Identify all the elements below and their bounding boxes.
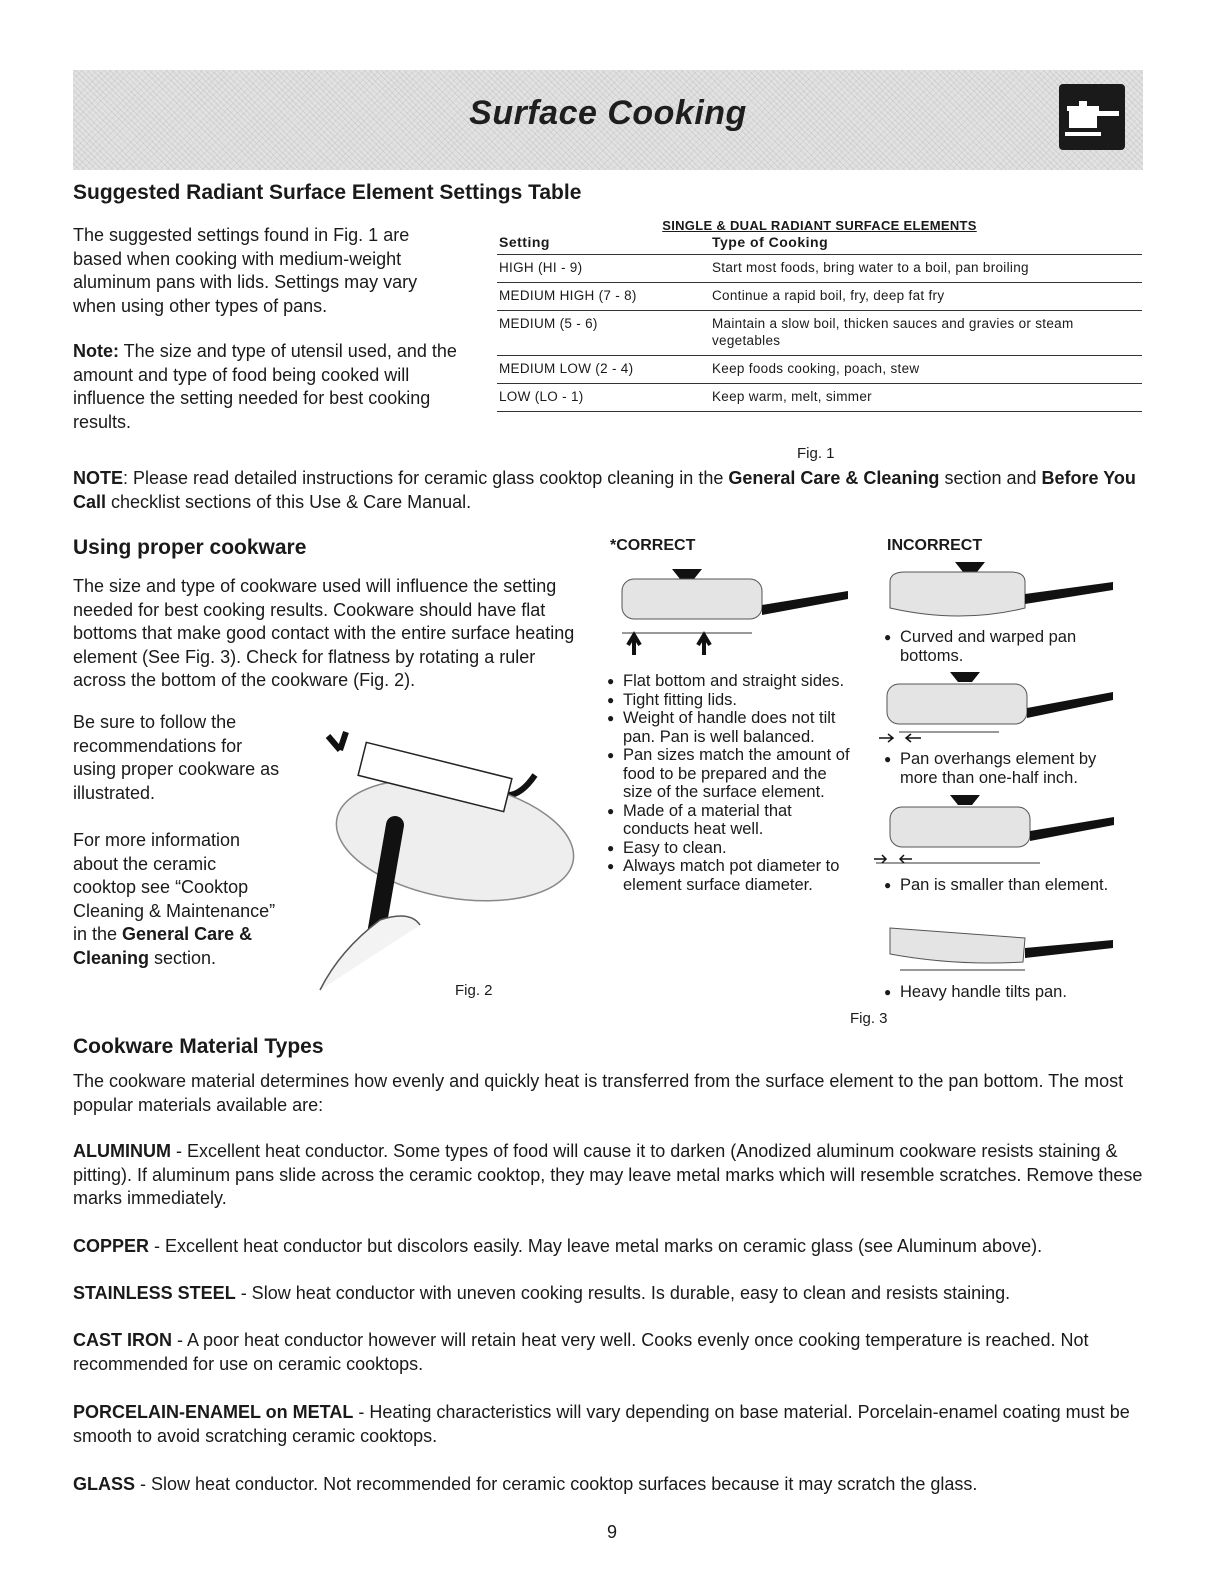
list-item: ● Flat bottom and straight sides. [607,672,852,691]
table-row [497,283,1142,311]
material-text: - A poor heat conductor however will retain heat very well. Cooks evenly once cooking temperature is reached. Not recommended for use on ceramic cooktops. [73,1330,1089,1374]
cookware-heading: Using proper cookware [73,536,307,559]
warped-pan-illustration [885,560,1120,625]
material-cast-iron [73,1329,1148,1376]
list-item: ● Heavy handle tilts pan. [884,983,1119,1002]
p3-b: General Care & Cleaning [73,924,253,968]
fig3-label: Fig. 3 [850,1010,888,1027]
table-row [497,384,1142,412]
small-pan-illustration [870,793,1120,871]
gap-arrows-icon [874,855,912,863]
header-banner [73,70,1143,170]
fig1-label: Fig. 1 [797,445,835,462]
settings-note [73,340,473,434]
incorrect-list-4 [884,983,1119,1002]
arrow-up-icon [698,635,710,655]
material-text: - Heating characteristics will vary depending on base material. Porcelain-enamel coating must be smooth to avoid scratching ceramic cooktops. [73,1402,1130,1446]
col-setting-header: Setting [499,234,550,250]
materials-intro: The cookware material determines how evenly and quickly heat is transferred from the surface element to the pan bottom. The most popular materials available are: [73,1071,1124,1115]
materials-heading: Cookware Material Types [73,1035,324,1058]
row-setting: LOW (LO - 1) [499,389,584,404]
correct-pan-illustration [612,565,862,660]
material-name: CAST IRON [73,1330,172,1350]
material-stainless [73,1282,1148,1306]
overhang-pan-illustration [875,670,1120,748]
note2-label: NOTE [73,468,124,488]
page-number: 9 [606,1522,617,1542]
note-label: Note: [73,341,119,361]
cookware-p3 [73,829,283,970]
material-name: STAINLESS STEEL [73,1283,236,1303]
gap-arrows-icon [879,734,921,742]
cooktop-pan-icon [1059,84,1125,150]
table-caption: SINGLE & DUAL RADIANT SURFACE ELEMENTS [662,218,977,233]
material-glass [73,1473,1148,1497]
list-item: ● Pan is smaller than element. [884,876,1119,895]
arrow-up-icon [628,635,640,655]
row-type: Start most foods, bring water to a boil, pan broiling [712,260,1029,275]
incorrect-list-2 [884,750,1129,787]
tilted-pan-illustration [885,922,1120,977]
material-aluminum [73,1140,1148,1211]
fig2-label: Fig. 2 [455,982,493,999]
correct-label: *CORRECT [610,537,696,554]
list-item: ● Tight fitting lids. [607,691,852,710]
list-item: ● Pan overhangs element by more than one-half inch. [884,750,1129,787]
row-setting: MEDIUM LOW (2 - 4) [499,361,634,376]
settings-table [497,218,1142,412]
row-setting: MEDIUM (5 - 6) [499,316,598,331]
list-item: ● Pan sizes match the amount of food to be prepared and the size of the surface element. [607,746,852,802]
incorrect-label: INCORRECT [887,537,983,554]
list-item: ● Easy to clean. [607,839,852,858]
row-setting: MEDIUM HIGH (7 - 8) [499,288,637,303]
row-type: Continue a rapid boil, fry, deep fat fry [712,288,945,303]
settings-heading: Suggested Radiant Surface Element Settings Table [73,181,582,204]
note2-c: section and [939,468,1042,488]
material-name: GLASS [73,1474,136,1494]
note2-b: General Care & Cleaning [728,468,940,488]
material-text: - Slow heat conductor with uneven cooking results. Is durable, easy to clean and resists staining. [235,1283,1011,1303]
list-item: ● Always match pot diameter to element surface diameter. [607,857,852,894]
row-type: Maintain a slow boil, thicken sauces and gravies or steam vegetables [712,316,1074,348]
incorrect-list-3 [884,876,1119,895]
table-header [497,234,1142,255]
note-text: The size and type of utensil used, and the amount and type of food being cooked will influence the setting needed for best cooking results. [73,341,457,432]
note2-d: Before You Call [73,468,1136,512]
note2-a: : Please read detailed instructions for ceramic glass cooktop cleaning in the [123,468,729,488]
note2-e: checklist sections of this Use & Care Manual. [106,491,472,512]
material-name: COPPER [73,1236,150,1256]
hand-shape [320,916,420,990]
incorrect-list-1 [884,628,1119,665]
row-type: Keep foods cooking, poach, stew [712,361,920,376]
material-porcelain [73,1401,1148,1448]
ruler-check-illustration [300,720,590,1000]
material-name: PORCELAIN-ENAMEL on METAL [73,1402,354,1422]
material-copper [73,1235,1148,1259]
row-type: Keep warm, melt, simmer [712,389,872,404]
list-item: ● Curved and warped pan bottoms. [884,628,1119,665]
table-row [497,356,1142,384]
correct-list [607,672,852,894]
row-setting: HIGH (HI - 9) [499,260,583,275]
p3-c: section. [149,947,217,968]
list-item: ● Weight of handle does not tilt pan. Pan is well balanced. [607,709,852,746]
cookware-p2: Be sure to follow the recommendations for using proper cookware as illustrated. [73,712,280,803]
col-type-header: Type of Cooking [712,234,829,250]
material-text: - Excellent heat conductor. Some types of food will cause it to darken (Anodized aluminum cookware resists staining & pitting). If aluminum pans slide across the ceramic cooktop, they may leave metal marks which will resemble scratches. Remove these marks immediately. [73,1141,1143,1208]
page-title: Surface Cooking [469,94,747,132]
p3-a: For more information about the ceramic cooktop see “Cooktop Cleaning & Maintenance” in the [73,830,276,944]
settings-intro: The suggested settings found in Fig. 1 are based when cooking with medium-weight aluminum pans with lids. Settings may vary when using other types of pans. [73,225,418,316]
cleaning-note [73,467,1148,514]
list-item: ● Made of a material that conducts heat well. [607,802,852,839]
material-name: ALUMINUM [73,1141,171,1161]
table-row [497,255,1142,283]
rotate-arrow-left-icon [328,732,346,750]
table-row [497,311,1142,356]
cookware-p1: The size and type of cookware used will influence the setting needed for best cooking results. Cookware should have flat bottoms that make good contact with the entire surface heating element (See Fig. 3). Check for flatness by rotating a ruler across the bottom of the cookware (Fig. 2). [73,576,575,690]
material-text: - Excellent heat conductor but discolors easily. May leave metal marks on ceramic glass (see Aluminum above). [149,1236,1043,1256]
material-text: - Slow heat conductor. Not recommended for ceramic cooktop surfaces because it may scratch the glass. [135,1474,978,1494]
